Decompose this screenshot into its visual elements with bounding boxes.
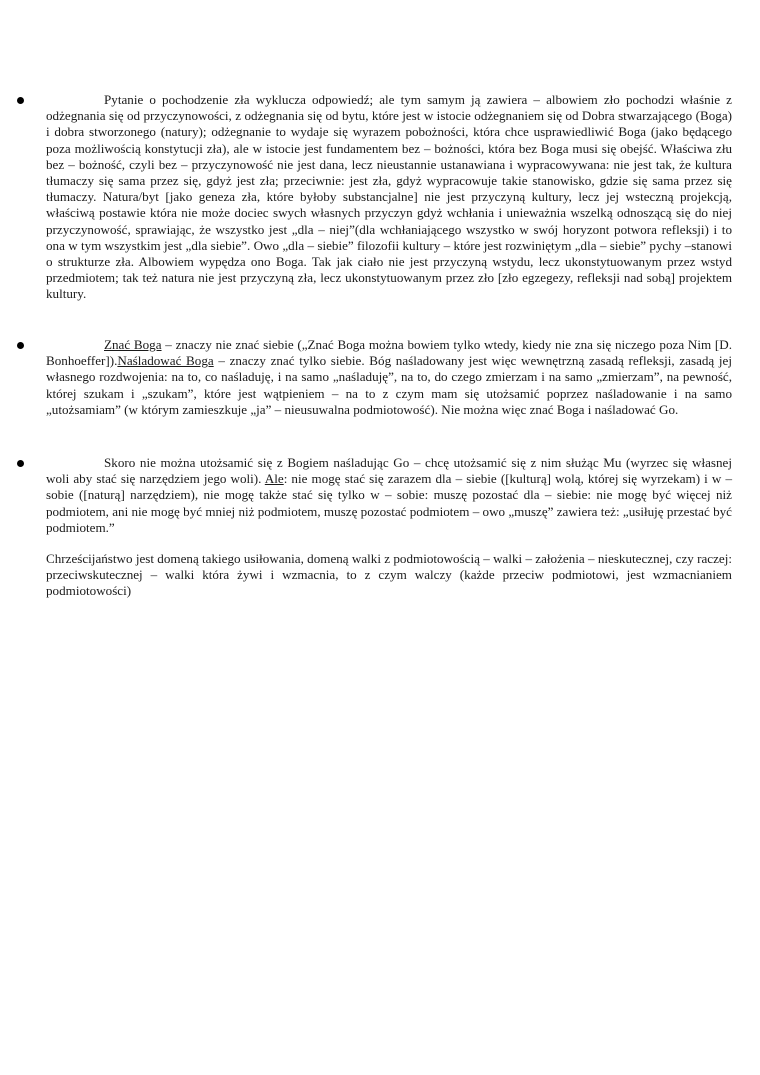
paragraph-text: Pytanie o pochodzenie zła wyklucza odpowiedź; ale tym samym ją zawiera – albowiem zło pochodzi właśnie z odżegnania się od przyczynowości, z odżegnania się od bytu, które jest w istocie odżegnaniem się od Dobra stwarzającego (Boga) i dobra stworzonego (natury); odżegnanie to wydaje się wyrazem pobożności, która chce usprawiedliwić Boga (jako będącego poza możliwością konstytucji zła), ale w istocie jest fundamentem bez – bożności, która bez Boga musi się obejść. Właściwa złu bez – bożność, czyli bez – przyczynowość nie jest dana, lecz nieustannie ustanawiana i wypracowywana: nie jest tak, że kultura tłumaczy się sama przez się, gdyż jest zła; przeciwnie: jest zła, gdyż wypracowuje takie stanowisko, gdzie się sama przez się tłumaczy. Natura/byt [jako geneza zła, które byłoby substancjalne] nie jest przyczyną kultury, lecz jej wsteczną projekcją, właściwą postawie która nie może dociec swych własnych przyczyn gdyż wchłania i unieważnia wszelką odnoszącą się do niej przyczynowość, sprawiając, że wszystko jest „dla – niej”(dla wchłaniającego wszystko w swój horyzont potwora refleksji) i to ona w tym wszystkim jest „dla siebie”. Owo „dla – siebie” filozofii kultury – które jest rozwiniętym „dla – siebie” pychy –stanowi o strukturze zła. Albowiem wypędza ono Boga. Tak jak ciało nie jest przyczyną wstydu, lecz ukonstytuowanym przez wstyd przedmiotem; tak też natura nie jest przyczyną zła, lecz ukonstytuowanym przez zło [zło egzegezy, refleksji nad sobą] projektem kultury. xyxy=(46,92,732,302)
paragraph-text: – znaczy znać tylko siebie. Bóg naśladowany jest więc wewnętrzną zasadą refleksji, zasadą jej własnego rozdwojenia: na to, co naśladuję, i na samo „naśladuję”, na to, do czego zmierzam i na samo „zmierzam”, na pewność, której szukam i „szukam”, które jest wątpieniem – na to z czym mam się utożsamić poprzez naśladowanie i na samo „utożsamiam” (w którym zamieszkuje „ja” – nieusuwalna podmiotowość). Nie można więc znać Boga i naśladować Go. xyxy=(46,353,732,417)
underlined-term-but: Ale xyxy=(264,471,284,487)
bullet-icon xyxy=(17,459,27,469)
paragraph-christianity: Chrześcijaństwo jest domeną takiego usiłowania, domeną walki z podmiotowością – walki – założenia – nieskutecznej, czy raczej: przeciwskutecznej – walki która żywi i wzmacnia, to z czym walczy (każde przeciw podmiotowi, jest wzmacnianiem podmiotowości) xyxy=(46,551,732,599)
bullet-icon xyxy=(17,96,27,106)
paragraph-serve-god xyxy=(46,455,732,536)
paragraph-text: Skoro nie można utożsamić się z Bogiem naśladując Go – chcę utożsamić się z nim służąc Mu (wyrzec się własnej woli aby stać się narzędziem jego woli). xyxy=(46,455,732,487)
underlined-term-imitate-god: Naśladować Boga xyxy=(117,353,214,369)
paragraph-know-god xyxy=(46,337,732,418)
bullet-icon xyxy=(17,341,27,351)
paragraph-text: – znaczy nie znać siebie („Znać Boga można bowiem tylko wtedy, kiedy nie zna się niczego poza Nim [D. Bonhoeffer]). xyxy=(46,337,732,369)
underlined-term-know-god: Znać Boga xyxy=(104,337,162,352)
paragraph-evil-origin xyxy=(46,92,732,303)
paragraph-text: : nie mogę stać się zarazem dla – siebie ([kulturą] wolą, której się wyrzekam) i w – sobie ([naturą] narzędziem), nie mogę także stać się tylko w – sobie: muszę pozostać dla – siebie: nie mogę być więcej niż podmiotem, ani nie mogę być mniej niż podmiotem, muszę pozostać podmiotem – owo „muszę” zawiera też: „usiłuję przestać być podmiotem.” xyxy=(46,471,732,535)
